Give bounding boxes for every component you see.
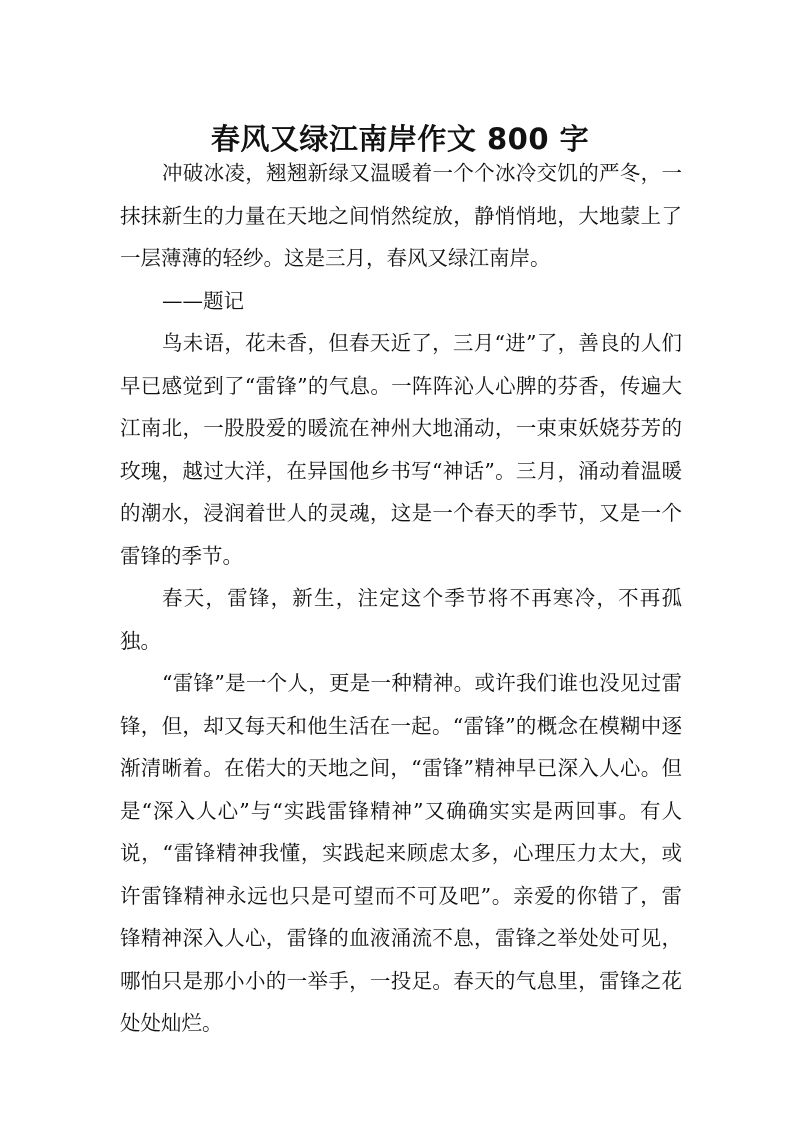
paragraph-epigraph-credit: ——题记 [162, 288, 244, 313]
document-title: 春风又绿江南岸作文 800 字 [210, 122, 590, 157]
paragraph-intro: 冲破冰凌，翘翘新绿又温暖着一个个冰冷交饥的严冬，一抹抹新生的力量在天地之间悄然绽放，静悄悄地，大地蒙上了一层薄薄的轻纱。这是三月，春风又绿江南岸。 [120, 161, 682, 270]
document-body [120, 152, 682, 1045]
paragraph-leifeng-spirit: “雷锋”是一个人，更是一种精神。或许我们谁也没见过雷锋，但，却又每天和他生活在一起。“雷锋”的概念在模糊中逐渐清晰着。在偌大的天地之间，“雷锋”精神早已深入人心。但是“深入人心”与“实践雷锋精神”又确确实实是两回事。有人说，“雷锋精神我懂，实践起来顾虑太多，心理压力太大，或许雷锋精神永远也只是可望而不可及吧”。亲爱的你错了，雷锋精神深入人心，雷锋的血液涌流不息，雷锋之举处处可见，哪怕只是那小小的一举手，一投足。春天的气息里，雷锋之花处处灿烂。 [120, 671, 682, 1035]
paragraph-new-life: 春天，雷锋，新生，注定这个季节将不再寒冷，不再孤独。 [120, 586, 682, 653]
paragraph-spring-approach: 鸟未语，花未香，但春天近了，三月“进”了，善良的人们早已感觉到了“雷锋”的气息。一阵阵沁人心脾的芬香，传遍大江南北，一股股爱的暖流在神州大地涌动，一束束妖娆芬芳的玫瑰，越过大洋，在异国他乡书写“神话”。三月，涌动着温暖的潮水，浸润着世人的灵魂，这是一个春天的季节，又是一个雷锋的季节。 [120, 331, 682, 568]
